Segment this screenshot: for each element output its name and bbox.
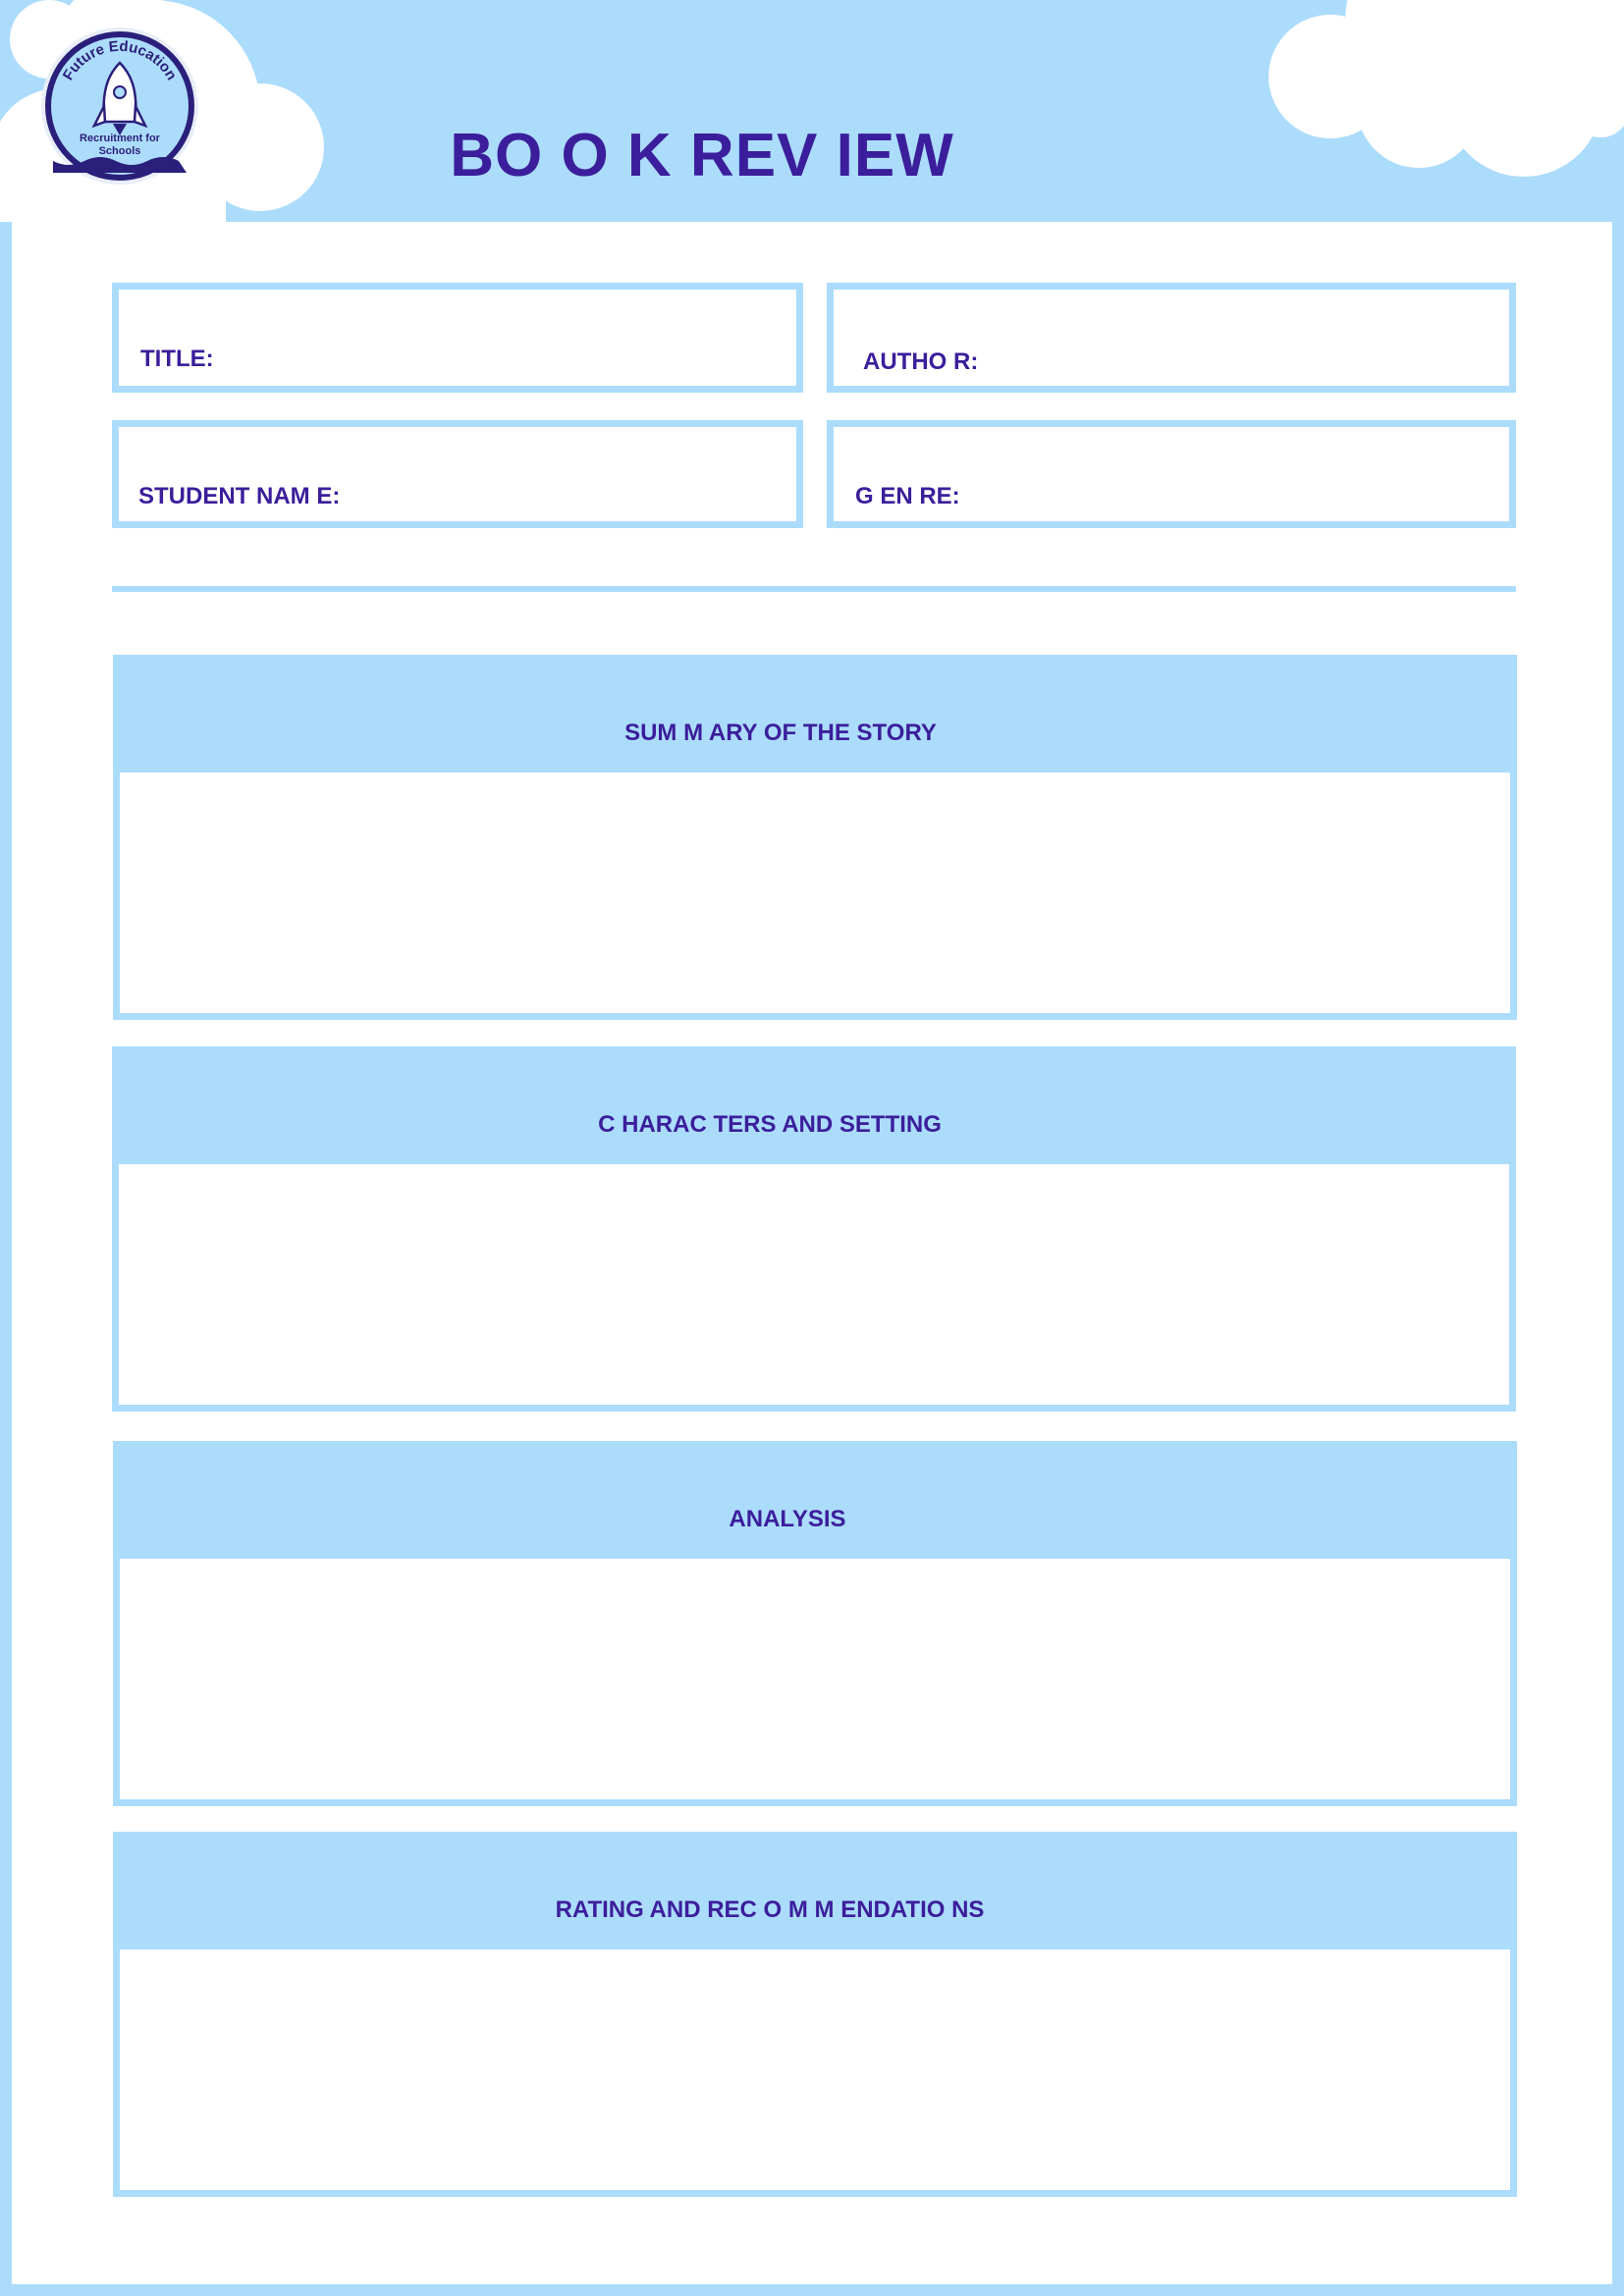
rating-section: [113, 1832, 1517, 2197]
characters-text-area[interactable]: [119, 1164, 1509, 1405]
author-label: AUTHO R:: [863, 348, 979, 375]
characters-section: [112, 1046, 1516, 1412]
student-name-field[interactable]: [112, 420, 803, 528]
summary-section: [113, 655, 1517, 1020]
student-name-label: STUDENT NAM E:: [138, 483, 341, 509]
title-label: TITLE:: [140, 346, 214, 372]
analysis-section-header: [113, 1441, 1517, 1559]
divider: [112, 586, 1516, 592]
logo-line-1: Recruitment for: [80, 133, 160, 144]
logo-top-text: Future Education: [59, 37, 181, 83]
analysis-section-title: ANALYSIS: [729, 1506, 846, 1532]
summary-section-title: SUM M ARY OF THE STORY: [624, 720, 937, 746]
characters-section-title: C HARAC TERS AND SETTING: [598, 1111, 942, 1138]
page-title: BO O K REV IEW: [450, 122, 954, 189]
genre-field[interactable]: [827, 420, 1516, 528]
summary-section-header: [113, 655, 1517, 773]
title-field[interactable]: [112, 283, 803, 393]
summary-text-area[interactable]: [120, 773, 1510, 1013]
logo-line-2: Schools: [98, 145, 141, 157]
characters-section-header: [112, 1046, 1516, 1164]
rating-section-title: RATING AND REC O M M ENDATIO NS: [555, 1896, 985, 1923]
rating-section-header: [113, 1832, 1517, 1949]
genre-label: G EN RE:: [855, 483, 960, 509]
analysis-text-area[interactable]: [120, 1559, 1510, 1799]
analysis-section: [113, 1441, 1517, 1806]
author-field[interactable]: [827, 283, 1516, 393]
rating-text-area[interactable]: [120, 1949, 1510, 2190]
